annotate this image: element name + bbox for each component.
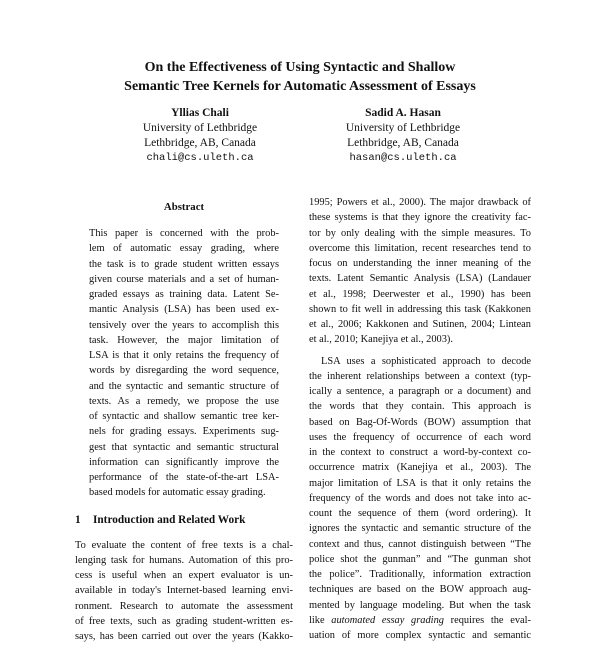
abstract-line: task. However, the major limitation of [89,334,279,346]
author-name: Yllias Chali [171,107,229,119]
paragraph [309,195,531,348]
abstract-line: and the syntactic and semantic structure of [89,380,279,392]
body-line: the police”. Traditionally, information extraction [309,569,531,580]
title-line-2: Semantic Tree Kernels for Automatic Assessment of Essays [124,79,476,94]
body-line: 1995; Powers et al., 2000). The major drawback of [309,197,531,208]
body-line: LSA uses a sophisticated approach to decode [321,355,531,367]
abstract-line: the task is to grade student written essays [89,258,279,270]
body-line: these systems is that they ignore the creativity fac- [309,212,531,224]
body-line: frequency of the words and does not take into ac- [309,492,531,504]
abstract-line: This paper is concerned with the prob- [89,228,279,239]
italic-term: automated essay grading [331,614,444,626]
body-line: ronment. Research to automate the assessment [75,600,293,612]
body-line: in the context to construct a word-by-context co- [309,447,531,458]
body-line: overcome this limitation, recent researches tend to [309,242,531,254]
body-line: focus on understanding the inner meaning of the [309,258,531,269]
body-line: based on Bag-Of-Words (BOW) assumption that [309,416,531,428]
body-line: major limitation of LSA is that it only retains the [309,477,531,489]
body-line: the words that they contain. This approach is [309,401,531,413]
body-line: says, has been carried out over the years (Kakko- [75,631,293,642]
body-line: et al., 1998; Deerwester et al., 1990) has been [309,288,531,300]
abstract-heading: Abstract [163,201,205,213]
body-line: occurrence matrix (Kanejiya et al., 2003). The [309,462,531,474]
body-line: ignores the syntactic and semantic structure of the [309,523,531,535]
abstract-line: texts. As a remedy, we propose the use [89,395,279,407]
abstract-line: nels for grading essays. Experiments sug- [89,426,279,438]
body-line: cess is useful when an expert evaluator is un- [75,570,293,581]
author-affiliation: University of Lethbridge [345,122,461,134]
abstract-line: words by disregarding the word sequence, [89,365,279,377]
abstract-line: information can significantly improve the [89,456,279,468]
left-column [75,188,293,644]
author-location: Lethbridge, AB, Canada [347,137,459,149]
body-line: the inherent relationships between a context (typ- [309,370,531,382]
body-line: shown to fit well in addressing this task (Kakkonen [309,303,531,315]
right-column [309,195,531,649]
author-name: Sadid A. Hasan [365,107,441,119]
body-line: uation of more complex syntactic and semantic [309,630,531,641]
author-block [283,106,523,166]
abstract-line: of syntactic and shallow semantic tree ker- [89,411,279,422]
body-line [309,613,531,628]
author-email[interactable]: hasan@cs.uleth.ca [349,152,457,164]
body-line: techniques are based on the BOW approach aug- [309,584,531,596]
body-line: et al., 2006; Kakkonen and Sutinen, 2004; Lintean [309,319,531,330]
inline-text: requires the eval- [443,614,531,626]
body-line: et al., 2010; Kanejiya et al., 2003). [309,334,453,346]
inline-text: like [309,614,332,626]
body-line: To evaluate the content of free texts is a chal- [75,539,293,551]
title-line-1: On the Effectiveness of Using Syntactic and Shallow [144,60,456,75]
abstract-line: given course materials and a set of human- [89,273,279,285]
section-title: Introduction and Related Work [93,513,246,526]
abstract-line: graded essays as training data. Latent Se- [89,289,279,300]
body-line: ically a sentence, a paragraph or a document) and [309,386,531,397]
section-heading [75,513,293,528]
body-line: texts. Latent Semantic Analysis (LSA) (Landauer [309,273,531,285]
abstract-line: LSA is that it only retains the frequency of [89,350,279,361]
body-line: lenging task for humans. Automation of this pro- [75,554,293,566]
abstract-line: lem of automatic essay grading, where [89,243,279,255]
abstract-line: gest that syntactic and semantic structural [89,441,279,453]
author-email[interactable]: chali@cs.uleth.ca [146,152,254,164]
abstract-line: based models for automatic essay grading. [89,487,266,499]
paper-title [0,58,600,96]
body-line: of free texts, such as grading student-written es- [75,615,293,627]
section-number: 1 [75,513,81,526]
section-body [75,538,293,645]
abstract-line: tensively over the years to accomplish this [89,319,279,331]
body-line: context and thus, cannot distinguish between “The [309,538,531,550]
body-line: mented by language modeling. But when the task [309,599,531,611]
body-line: uses the frequency of occurrence of each word [309,431,531,443]
body-line: available in today's Internet-based learning envi- [75,585,293,597]
abstract-line: mantic Analysis (LSA) has been used ex- [89,304,279,316]
abstract-body [75,226,293,501]
body-line: police shot the gunman” and “The gunman shot [309,553,531,565]
body-line: count the sequence of them (word ordering). It [309,508,531,519]
abstract-line: performance of the state-of-the-art LSA- [89,472,279,483]
body-line: tor by only dealing with the simple measures. To [309,227,531,239]
author-location: Lethbridge, AB, Canada [144,137,256,149]
author-affiliation: University of Lethbridge [142,122,258,134]
